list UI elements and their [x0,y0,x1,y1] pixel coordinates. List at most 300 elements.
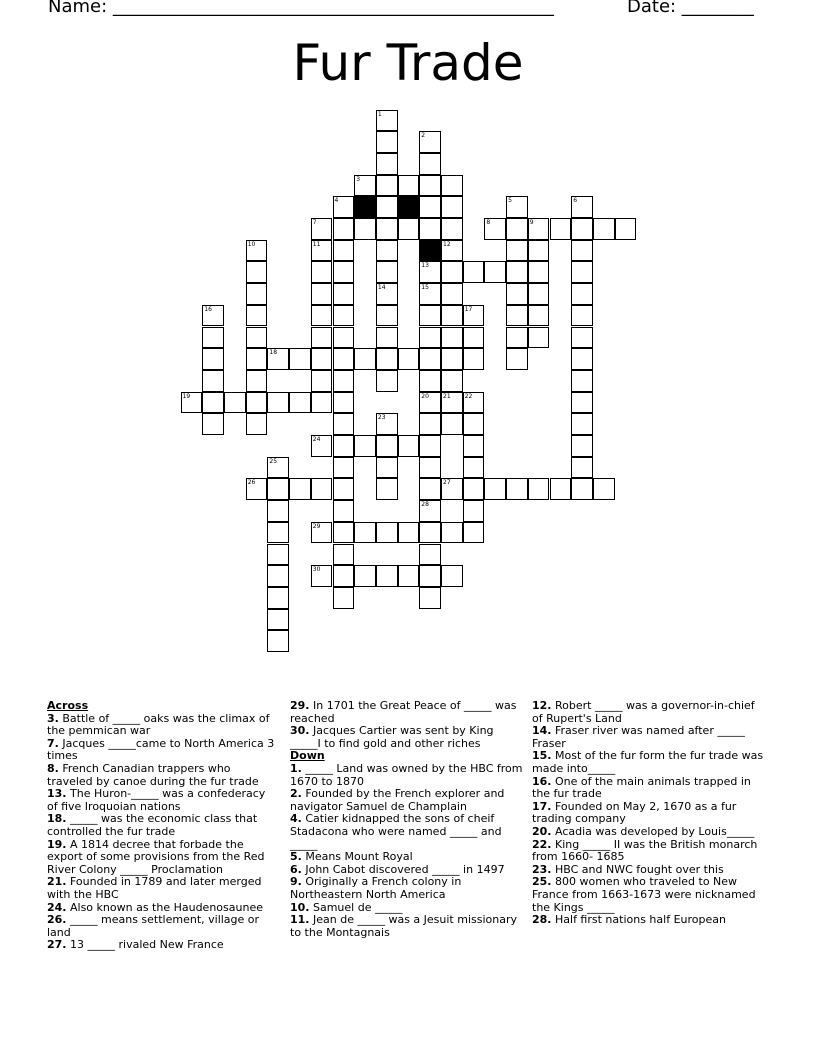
clue-number: 10. [290,900,310,914]
grid-cell[interactable] [267,457,289,479]
grid-cell[interactable] [311,348,333,370]
clue-text: Fraser river was named after _____ Fraser [532,724,745,750]
grid-cell[interactable] [463,522,485,544]
grid-cell[interactable] [528,261,550,283]
grid-cell[interactable] [202,327,224,349]
clue-number: 16. [532,774,552,788]
page-title: Fur Trade [292,34,524,92]
grid-cell[interactable] [246,327,268,349]
grid-cell[interactable] [333,348,355,370]
clue-text: Founded by the French explorer and navigator Samuel de Champlain [290,787,505,813]
grid-cell[interactable] [289,478,311,500]
grid-cell[interactable] [441,175,463,197]
clue-item [47,839,275,877]
grid-cell[interactable] [267,609,289,631]
grid-cell[interactable] [376,218,398,240]
grid-cell[interactable] [267,478,289,500]
grid-cell[interactable] [354,435,376,457]
grid-cell[interactable] [333,457,355,479]
grid-cell[interactable] [333,240,355,262]
grid-cell[interactable] [354,348,376,370]
clue-column-2 [290,700,524,939]
grid-cell[interactable] [333,283,355,305]
clue-text: Also known as the Haudenosaunee [66,900,263,914]
grid-cell[interactable] [571,240,593,262]
grid-cell[interactable] [419,153,441,175]
grid-cell[interactable] [246,305,268,327]
clue-number: 29. [290,699,310,712]
cell-number: 15 [421,284,429,292]
clue-text: Originally a French colony in Northeastern North America [290,875,462,901]
clue-text: The Huron-_____ was a confederacy of five Iroquoian nations [47,787,266,813]
clue-section-heading: Across [47,699,89,712]
grid-cell[interactable] [181,392,203,414]
clue-text: Jacques Cartier was sent by King _____I to find gold and other riches [290,724,494,750]
cell-number: 17 [464,305,473,313]
grid-cell[interactable] [354,522,376,544]
grid-cell[interactable] [441,283,463,305]
grid-cell[interactable] [441,261,463,283]
cell-number: 25 [269,457,278,465]
grid-cell[interactable] [246,478,268,500]
grid-cell[interactable] [376,110,398,132]
grid-cell[interactable] [441,348,463,370]
clue-item [290,914,524,939]
grid-cell[interactable] [376,522,398,544]
grid-cell[interactable] [571,457,593,479]
clue-text: Robert _____ was a governor-in-chief of Rupert's Land [532,699,755,725]
cell-number: 28 [421,501,429,509]
grid-cell[interactable] [506,283,528,305]
grid-cell[interactable] [398,348,420,370]
grid-cell[interactable] [376,565,398,587]
grid-cell[interactable] [419,131,441,153]
clue-text: Jacques _____came to North America 3 times [47,736,275,763]
grid-cell[interactable] [333,435,355,457]
clue-item [532,750,768,775]
grid-cell[interactable] [463,413,485,435]
grid-cell[interactable] [376,327,398,349]
grid-cell[interactable] [246,370,268,392]
clue-section-heading: Down [290,749,325,763]
clue-text: 800 women who traveled to New France from 1663-1673 were nicknamed the Kings _____ [532,875,756,914]
grid-cell[interactable] [376,348,398,370]
grid-cell[interactable] [267,544,289,566]
grid-cell[interactable] [246,348,268,370]
clue-item [532,776,768,801]
cell-number: 5 [508,197,512,205]
grid-cell[interactable] [354,218,376,240]
grid-cell[interactable] [419,196,441,218]
clue-number: 20. [532,824,552,838]
cell-number: 30 [312,566,321,574]
grid-cell[interactable] [419,413,441,435]
grid-cell[interactable] [441,565,463,587]
grid-cell[interactable] [333,392,355,414]
grid-cell[interactable] [202,348,224,370]
grid-cell[interactable] [333,327,355,349]
grid-cell[interactable] [571,370,593,392]
cell-number: 23 [377,414,386,422]
clue-text: Battle of _____ oaks was the climax of the pemmican war [47,711,270,738]
grid-cell[interactable] [289,348,311,370]
grid-cell[interactable] [311,392,333,414]
grid-cell[interactable] [376,196,398,218]
grid-cell[interactable] [528,327,550,349]
grid-cell[interactable] [571,478,593,500]
grid-cell[interactable] [528,240,550,262]
grid-cell[interactable] [571,327,593,349]
clue-item [290,876,524,901]
grid-cell[interactable] [419,283,441,305]
grid-cell[interactable] [571,305,593,327]
grid-cell[interactable] [246,261,268,283]
cell-number: 12 [443,240,451,248]
grid-cell[interactable] [376,457,398,479]
grid-cell[interactable] [571,435,593,457]
grid-cell[interactable] [333,218,355,240]
grid-cell[interactable] [311,522,333,544]
grid-cell[interactable] [246,413,268,435]
clue-text: Means Mount Royal [301,850,413,864]
grid-cell[interactable] [354,175,376,197]
grid-cell[interactable] [463,435,485,457]
clue-number: 26. [47,913,67,927]
grid-cell[interactable] [441,478,463,500]
grid-cell[interactable] [463,500,485,522]
grid-cell[interactable] [528,478,550,500]
grid-cell[interactable] [202,392,224,414]
grid-cell[interactable] [441,240,463,262]
grid-cell[interactable] [463,305,485,327]
black-cell [398,196,420,218]
grid-cell[interactable] [376,261,398,283]
clue-number: 8. [47,761,59,775]
grid-cell[interactable] [419,500,441,522]
black-cell [419,240,441,262]
grid-cell[interactable] [528,218,550,240]
clue-text: One of the main animals trapped in the fur trade [532,774,751,801]
clue-text: _____ Land was owned by the HBC from 1670 to 1870 [290,761,523,788]
clue-item [47,876,275,901]
clue-item [47,763,275,788]
clue-item [47,939,275,952]
grid-cell[interactable] [571,218,593,240]
clue-text: Half first nations half European [551,913,726,927]
grid-cell[interactable] [246,240,268,262]
grid-cell[interactable] [441,218,463,240]
grid-cell[interactable] [376,413,398,435]
clue-text: Most of the fur form the fur trade was made into_____ [532,749,764,775]
cell-number: 2 [421,132,426,140]
clue-number: 2. [290,787,302,801]
grid-cell[interactable] [441,413,463,435]
grid-cell[interactable] [311,565,333,587]
cell-number: 13 [421,262,429,270]
clue-text: Catier kidnapped the sons of cheif Stadacona who were named _____ and _____ [290,812,502,851]
grid-cell[interactable] [333,587,355,609]
grid-cell[interactable] [419,261,441,283]
clue-column-1 [47,700,275,952]
clue-text: John Cabot discovered _____ in 1497 [301,862,505,876]
grid-cell[interactable] [376,305,398,327]
grid-cell[interactable] [311,327,333,349]
grid-cell[interactable] [419,327,441,349]
grid-cell[interactable] [376,370,398,392]
clue-number: 21. [47,875,67,889]
grid-cell[interactable] [506,261,528,283]
grid-cell[interactable] [419,544,441,566]
grid-cell[interactable] [333,305,355,327]
grid-cell[interactable] [419,435,441,457]
grid-cell[interactable] [506,305,528,327]
grid-cell[interactable] [311,435,333,457]
clue-item [532,801,768,826]
grid-cell[interactable] [202,370,224,392]
clue-number: 23. [532,862,552,876]
clue-number: 27. [47,938,67,952]
grid-cell[interactable] [333,478,355,500]
clue-item [532,914,768,927]
grid-cell[interactable] [267,587,289,609]
clue-item [47,813,275,838]
clue-item [290,763,524,788]
grid-cell[interactable] [419,218,441,240]
grid-cell[interactable] [484,261,506,283]
clue-text: French Canadian trappers who traveled by canoe during the fur trade [47,761,259,788]
grid-cell[interactable] [615,218,637,240]
grid-cell[interactable] [419,175,441,197]
grid-cell[interactable] [246,392,268,414]
clue-item [290,700,524,725]
clue-number: 9. [290,875,302,889]
grid-cell[interactable] [376,478,398,500]
clue-item [290,813,524,851]
grid-cell[interactable] [333,544,355,566]
clue-item [47,788,275,813]
grid-cell[interactable] [333,370,355,392]
grid-cell[interactable] [311,240,333,262]
cell-number: 14 [377,284,386,292]
clue-text: Samuel de _____ [309,900,403,914]
grid-cell[interactable] [571,392,593,414]
clue-number: 18. [47,812,67,826]
grid-cell[interactable] [506,218,528,240]
cell-number: 27 [443,479,451,487]
grid-cell[interactable] [267,392,289,414]
grid-cell[interactable] [246,283,268,305]
clue-number: 15. [532,749,552,763]
grid-cell[interactable] [333,565,355,587]
grid-cell[interactable] [441,370,463,392]
grid-cell[interactable] [376,283,398,305]
grid-cell[interactable] [484,478,506,500]
grid-cell[interactable] [224,392,246,414]
grid-cell[interactable] [202,413,224,435]
grid-cell[interactable] [571,283,593,305]
clue-item [532,700,768,725]
grid-cell[interactable] [506,240,528,262]
clue-number: 30. [290,724,310,738]
grid-cell[interactable] [376,435,398,457]
grid-cell[interactable] [441,327,463,349]
clue-text: King _____ II was the British monarch from 1660- 1685 [532,837,758,864]
grid-cell[interactable] [571,413,593,435]
grid-cell[interactable] [419,522,441,544]
cell-number: 4 [334,197,339,205]
clue-item [532,839,768,864]
grid-cell[interactable] [311,478,333,500]
clue-number: 4. [290,812,302,826]
cell-number: 19 [182,392,191,400]
grid-cell[interactable] [202,305,224,327]
cell-number: 18 [269,349,278,357]
grid-cell[interactable] [506,196,528,218]
grid-cell[interactable] [333,413,355,435]
grid-cell[interactable] [463,478,485,500]
date-field-label: Date: ________ [627,0,754,17]
grid-cell[interactable] [550,218,572,240]
clue-number: 17. [532,799,552,813]
cell-number: 9 [529,219,534,226]
grid-cell[interactable] [506,327,528,349]
grid-cell[interactable] [571,348,593,370]
cell-number: 3 [356,175,361,183]
grid-cell[interactable] [419,478,441,500]
grid-cell[interactable] [441,392,463,414]
clue-number: 14. [532,724,552,738]
grid-cell[interactable] [398,522,420,544]
grid-cell[interactable] [311,305,333,327]
clue-number: 12. [532,699,552,712]
grid-cell[interactable] [419,565,441,587]
grid-cell[interactable] [419,587,441,609]
clue-text: A 1814 decree that forbade the export of some provisions from the Red River Colony _____ Proclamation [47,837,265,876]
grid-cell[interactable] [419,305,441,327]
grid-cell[interactable] [506,478,528,500]
clue-number: 3. [47,711,59,725]
grid-cell[interactable] [441,305,463,327]
grid-cell[interactable] [571,261,593,283]
grid-cell[interactable] [398,175,420,197]
clue-number: 28. [532,913,552,927]
clue-number: 13. [47,787,67,801]
grid-cell[interactable] [333,500,355,522]
grid-cell[interactable] [419,392,441,414]
grid-cell[interactable] [376,131,398,153]
grid-cell[interactable] [376,175,398,197]
clue-text: Founded in 1789 and later merged with the HBC [47,875,262,901]
grid-cell[interactable] [311,218,333,240]
grid-cell[interactable] [289,392,311,414]
grid-cell[interactable] [463,261,485,283]
grid-cell[interactable] [376,153,398,175]
grid-cell[interactable] [571,196,593,218]
grid-cell[interactable] [419,457,441,479]
cell-number: 7 [312,219,317,226]
grid-cell[interactable] [528,305,550,327]
clue-number: 22. [532,837,552,851]
cell-number: 21 [443,392,451,400]
clue-item [47,914,275,939]
grid-cell[interactable] [506,348,528,370]
grid-cell[interactable] [419,370,441,392]
clue-item [532,876,768,914]
name-field-label: Name: _________________________________________________ [48,0,554,17]
clue-number: 1. [290,761,302,775]
grid-cell[interactable] [398,565,420,587]
clue-text: Jean de _____ was a Jesuit missionary to the Montagnais [290,913,518,939]
clue-text: 13 _____ rivaled New France [66,938,224,952]
cell-number: 10 [247,240,256,248]
clue-number: 7. [47,736,59,750]
grid-cell[interactable] [267,348,289,370]
clue-column-3 [532,700,768,927]
clue-text: Founded on May 2, 1670 as a fur trading company [532,799,737,826]
cell-number: 11 [312,240,321,248]
grid-cell[interactable] [463,348,485,370]
grid-cell[interactable] [267,500,289,522]
clue-text: Acadia was developed by Louis_____ [551,824,755,838]
clue-item [532,725,768,750]
cell-number: 6 [573,197,578,205]
grid-cell[interactable] [484,218,506,240]
grid-cell[interactable] [333,261,355,283]
clue-number: 24. [47,900,67,914]
grid-cell[interactable] [267,630,289,652]
grid-cell[interactable] [311,283,333,305]
clue-text: HBC and NWC fought over this [551,862,724,876]
clue-item [290,725,524,750]
grid-cell[interactable] [354,565,376,587]
grid-cell[interactable] [528,283,550,305]
grid-cell[interactable] [398,435,420,457]
grid-cell[interactable] [550,478,572,500]
grid-cell[interactable] [593,478,615,500]
grid-cell[interactable] [267,522,289,544]
grid-cell[interactable] [398,218,420,240]
grid-cell[interactable] [593,218,615,240]
cell-number: 26 [247,479,256,487]
grid-cell[interactable] [376,240,398,262]
grid-cell[interactable] [311,261,333,283]
grid-cell[interactable] [419,348,441,370]
clue-number: 19. [47,837,67,851]
grid-cell[interactable] [333,196,355,218]
clue-number: 5. [290,850,302,864]
grid-cell[interactable] [311,370,333,392]
grid-cell[interactable] [267,565,289,587]
black-cell [354,196,376,218]
grid-cell[interactable] [441,196,463,218]
grid-cell[interactable] [333,522,355,544]
cell-number: 24 [312,436,321,443]
clue-item [47,738,275,763]
grid-cell[interactable] [463,392,485,414]
cell-number: 20 [421,392,429,400]
clue-number: 11. [290,913,310,927]
cell-number: 8 [486,219,491,226]
clue-number: 6. [290,862,302,876]
grid-cell[interactable] [463,457,485,479]
cell-number: 29 [312,522,321,530]
clue-number: 25. [532,875,552,889]
cell-number: 1 [377,110,382,118]
grid-cell[interactable] [463,327,485,349]
clue-text: _____ means settlement, village or land [47,913,260,939]
grid-cell[interactable] [441,522,463,544]
clue-item [290,788,524,813]
